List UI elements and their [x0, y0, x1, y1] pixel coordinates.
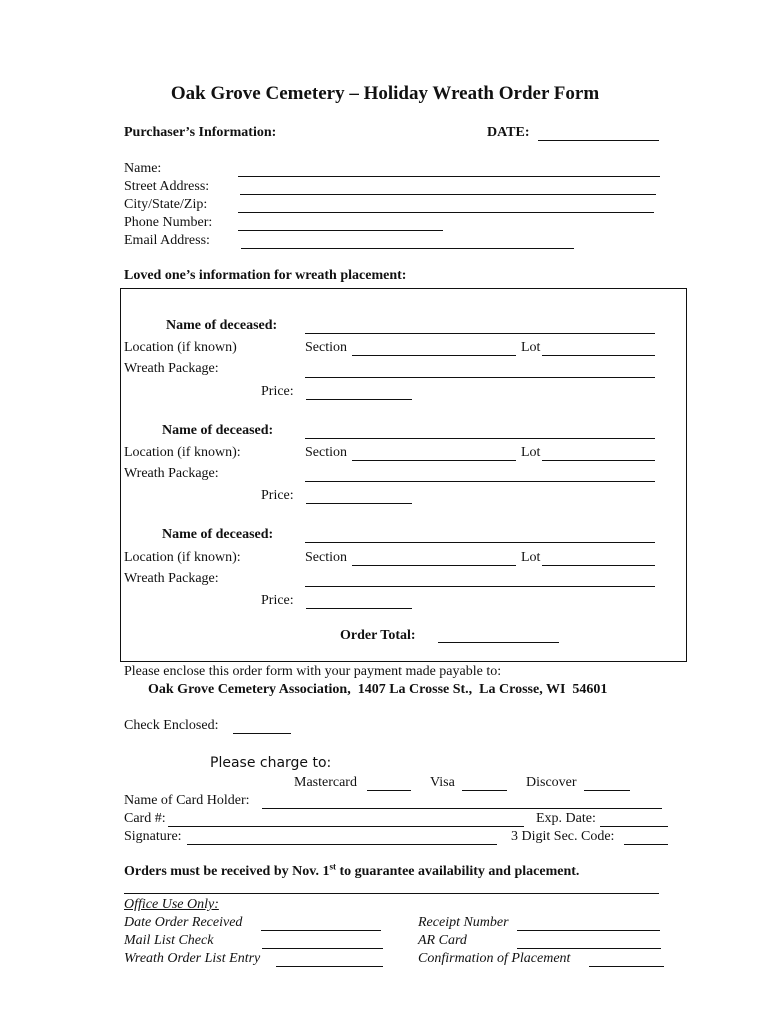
lot-field[interactable] — [542, 565, 655, 566]
lot-field[interactable] — [542, 460, 655, 461]
wreath-package-label: Wreath Package: — [124, 361, 219, 376]
street-label: Street Address: — [124, 179, 210, 194]
sec-code-label: 3 Digit Sec. Code: — [511, 829, 615, 844]
ar-card-label: AR Card — [418, 933, 467, 948]
card-holder-field[interactable] — [262, 808, 662, 809]
mail-list-check-field[interactable] — [262, 948, 383, 949]
exp-date-field[interactable] — [600, 826, 668, 827]
price-label: Price: — [261, 593, 294, 608]
visa-label: Visa — [430, 775, 455, 790]
price-label: Price: — [261, 384, 294, 399]
visa-field[interactable] — [462, 790, 507, 791]
lot-label: Lot — [521, 550, 541, 565]
signature-label: Signature: — [124, 829, 182, 844]
price-field[interactable] — [306, 399, 412, 400]
charge-heading: Please charge to: — [210, 755, 332, 771]
mastercard-label: Mastercard — [294, 775, 357, 790]
mastercard-field[interactable] — [367, 790, 411, 791]
email-field[interactable] — [241, 248, 574, 249]
wreath-package-field[interactable] — [305, 481, 655, 482]
location-label: Location (if known) — [124, 340, 237, 355]
check-enclosed-field[interactable] — [233, 733, 291, 734]
date-order-received-label: Date Order Received — [124, 915, 243, 930]
mail-list-check-label: Mail List Check — [124, 933, 214, 948]
lot-label: Lot — [521, 445, 541, 460]
divider — [124, 893, 659, 894]
wreath-package-field[interactable] — [305, 586, 655, 587]
street-field[interactable] — [240, 194, 656, 195]
section-label: Section — [305, 340, 347, 355]
card-holder-label: Name of Card Holder: — [124, 793, 250, 808]
discover-field[interactable] — [584, 790, 630, 791]
card-number-label: Card #: — [124, 811, 166, 826]
location-label: Location (if known): — [124, 445, 241, 460]
deceased-name-field[interactable] — [305, 438, 655, 439]
purchaser-heading: Purchaser’s Information: — [124, 125, 277, 140]
phone-label: Phone Number: — [124, 215, 213, 230]
price-label: Price: — [261, 488, 294, 503]
ar-card-field[interactable] — [517, 948, 661, 949]
deceased-name-label: Name of deceased: — [162, 423, 274, 438]
city-field[interactable] — [238, 212, 654, 213]
lot-field[interactable] — [542, 355, 655, 356]
price-field[interactable] — [306, 608, 412, 609]
name-field[interactable] — [238, 176, 660, 177]
office-use-heading: Office Use Only: — [124, 897, 219, 912]
sec-code-field[interactable] — [624, 844, 668, 845]
city-label: City/State/Zip: — [124, 197, 208, 212]
section-field[interactable] — [352, 565, 516, 566]
signature-field[interactable] — [187, 844, 497, 845]
location-label: Location (if known): — [124, 550, 241, 565]
section-field[interactable] — [352, 460, 516, 461]
enclose-instructions: Please enclose this order form with your payment made payable to: — [124, 664, 502, 679]
date-label: DATE: — [487, 125, 530, 140]
payee-address: Oak Grove Cemetery Association, 1407 La Crosse St., La Crosse, WI 54601 — [148, 682, 608, 697]
order-total-label: Order Total: — [340, 628, 416, 643]
wreath-package-field[interactable] — [305, 377, 655, 378]
form-title: Oak Grove Cemetery – Holiday Wreath Order Form — [170, 83, 600, 104]
wreath-order-list-entry-field[interactable] — [276, 966, 383, 967]
section-field[interactable] — [352, 355, 516, 356]
name-label: Name: — [124, 161, 162, 176]
receipt-number-field[interactable] — [517, 930, 660, 931]
loved-ones-heading: Loved one’s information for wreath placement: — [124, 268, 407, 283]
confirmation-of-placement-label: Confirmation of Placement — [418, 951, 571, 966]
wreath-package-label: Wreath Package: — [124, 466, 219, 481]
deceased-name-field[interactable] — [305, 542, 655, 543]
receipt-number-label: Receipt Number — [418, 915, 509, 930]
check-enclosed-label: Check Enclosed: — [124, 718, 219, 733]
deceased-name-field[interactable] — [305, 333, 655, 334]
price-field[interactable] — [306, 503, 412, 504]
phone-field[interactable] — [238, 230, 443, 231]
date-order-received-field[interactable] — [261, 930, 381, 931]
date-field[interactable] — [538, 140, 659, 141]
deadline-notice: Orders must be received by Nov. 1st to guarantee availability and placement. — [124, 861, 580, 879]
order-total-field[interactable] — [438, 642, 559, 643]
exp-date-label: Exp. Date: — [536, 811, 596, 826]
section-label: Section — [305, 550, 347, 565]
deceased-name-label: Name of deceased: — [162, 527, 274, 542]
lot-label: Lot — [521, 340, 541, 355]
section-label: Section — [305, 445, 347, 460]
wreath-order-list-entry-label: Wreath Order List Entry — [124, 951, 261, 966]
wreath-package-label: Wreath Package: — [124, 571, 219, 586]
confirmation-of-placement-field[interactable] — [589, 966, 664, 967]
deceased-name-label: Name of deceased: — [166, 318, 278, 333]
card-number-field[interactable] — [168, 826, 524, 827]
discover-label: Discover — [526, 775, 577, 790]
email-label: Email Address: — [124, 233, 210, 248]
